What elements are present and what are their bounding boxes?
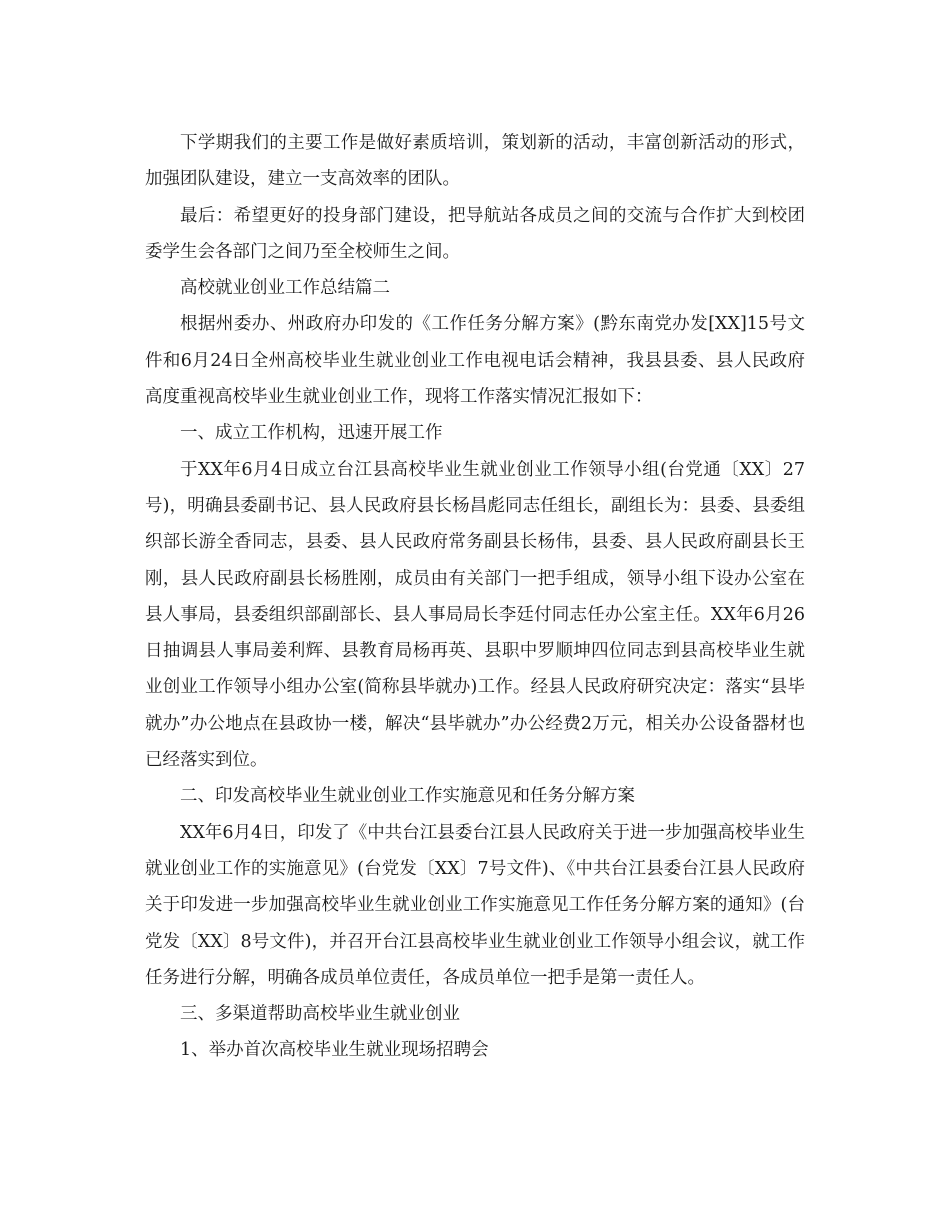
document-body [145,125,805,1069]
heading-subsection-1: 1、举办首次高校毕业生就业现场招聘会 [180,1040,489,1061]
section-title: 高校就业创业工作总结篇二 [180,278,390,299]
heading-section-2: 二、印发高校毕业生就业创业工作实施意见和任务分解方案 [180,786,635,807]
paragraph-closing: 最后：希望更好的投身部门建设，把导航站各成员之间的交流与合作扩大到校团委学生会各部门之间乃至全校师生之间。 [145,205,805,262]
heading-section-3: 三、多渠道帮助高校毕业生就业创业 [180,1004,460,1025]
paragraph-semester-plan: 下学期我们的主要工作是做好素质培训，策划新的活动，丰富创新活动的形式，加强团队建设，建立一支高效率的团队。 [145,133,805,190]
paragraph-intro: 根据州委办、州政府办印发的《工作任务分解方案》(黔东南党办发[XX]15号文件和6月24日全州高校毕业生就业创业工作电视电话会精神，我县县委、县人民政府高度重视高校毕业生就业创业工作，现将工作落实情况汇报如下： [145,314,805,408]
heading-section-1: 一、成立工作机构，迅速开展工作 [180,423,443,444]
paragraph-section-2: XX年6月4日，印发了《中共台江县委台江县人民政府关于进一步加强高校毕业生就业创业工作的实施意见》(台党发〔XX〕7号文件)、《中共台江县委台江县人民政府关于印发进一步加强高校毕业生就业创业工作实施意见工作任务分解方案的通知》(台党发〔XX〕8号文件)，并召开台江县高校毕业生就业创业工作领导小组会议，就工作任务进行分解，明确各成员单位责任，各成员单位一把手是第一责任人。 [145,822,805,988]
paragraph-section-1: 于XX年6月4日成立台江县高校毕业生就业创业工作领导小组(台党通〔XX〕27号)，明确县委副书记、县人民政府县长杨昌彪同志任组长，副组长为：县委、县委组织部长游全香同志，县委、县人民政府常务副县长杨伟，县委、县人民政府副县长王刚，县人民政府副县长杨胜刚，成员由有关部门一把手组成，领导小组下设办公室在县人事局，县委组织部副部长、县人事局局长李廷付同志任办公室主任。XX年6月26日抽调县人事局姜利辉、县教育局杨再英、县职中罗顺坤四位同志到县高校毕业生就业创业工作领导小组办公室(简称县毕就办)工作。经县人民政府研究决定：落实“县毕就办”办公地点在县政协一楼，解决“县毕就办”办公经费2万元，相关办公设备器材也已经落实到位。 [145,459,805,771]
